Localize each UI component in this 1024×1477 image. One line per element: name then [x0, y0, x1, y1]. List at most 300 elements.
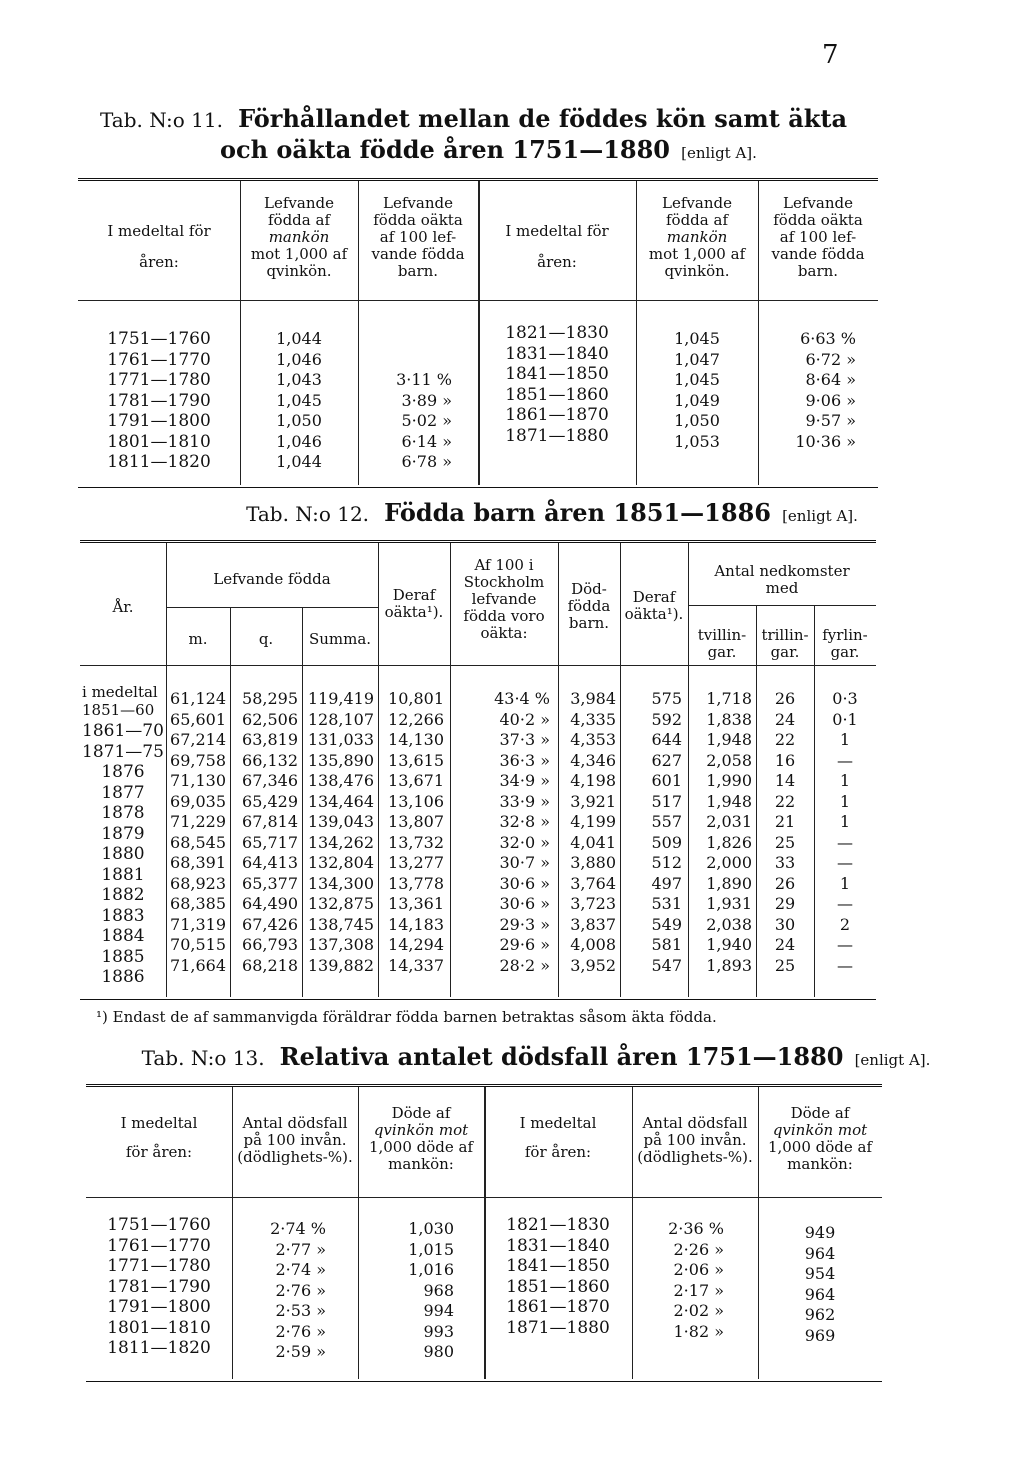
t12-triplets-cell: 26: [774, 689, 796, 708]
page-number: 7: [822, 40, 839, 70]
t12-triplets-cell: 24: [774, 935, 796, 954]
t12-stillborn-illeg-cell: 575: [651, 689, 682, 708]
t11-hdr-illeg-e: barn.: [397, 262, 439, 280]
t11-right-years-cell: 1821—1830: [505, 323, 609, 343]
t13-left-years-cell: 1761—1770: [107, 1235, 211, 1256]
t12-sthlm-cell: 37·3 »: [499, 730, 550, 749]
t12-quads-cell: —: [837, 955, 853, 975]
t13-hdr-rate-a: Antal dödsfall: [242, 1114, 348, 1132]
t12-summa-cell: 134,464: [307, 791, 374, 811]
t12-summa-cell: 135,890: [307, 750, 374, 770]
t13-left-rate-cell: 2·53 »: [275, 1301, 326, 1320]
t13-hdr-years-b-right: för åren:: [524, 1143, 592, 1161]
t12-hdr-triplets-a: trillin-: [761, 626, 809, 644]
t11-left-ratio-cell: 1,046: [276, 349, 322, 369]
t13-hdr-fem-c: 1,000 döde af: [368, 1138, 474, 1156]
t12-triplets-cell: 33: [774, 853, 796, 872]
t13-left-years-cell: 1781—1790: [107, 1276, 211, 1297]
t12-stillborn-cell: 4,199: [570, 812, 616, 831]
t12-stillborn-illeg-cell: 644: [651, 730, 682, 749]
t12-q: [230, 689, 298, 976]
t13-right-years: [484, 1215, 632, 1338]
t13-hdr-fem-a-right: Döde af: [790, 1104, 850, 1122]
t11-right-years-cell: 1841—1850: [505, 364, 609, 384]
t12-m-cell: 71,229: [170, 812, 226, 831]
t12-m-cell: 71,664: [170, 955, 226, 975]
t12-q-cell: 64,490: [242, 894, 298, 913]
t12-summa-cell: 131,033: [307, 730, 374, 749]
t12-summa-cell: 139,043: [307, 812, 374, 831]
t12-deraf-cell: 13,732: [388, 832, 444, 852]
t12-deraf-cell: 13,277: [388, 853, 444, 872]
t11-left-illegitimate-cell: [358, 350, 452, 371]
t12-m-cell: 68,385: [170, 894, 226, 913]
t12-stillborn-illeg-cell: 557: [651, 812, 682, 831]
t12-twins-cell: 2,038: [706, 914, 752, 934]
t12-stillborn-illeg-cell: 517: [651, 791, 682, 811]
t13-left-female-cell: 980: [423, 1342, 454, 1361]
t13-left-female-cell: 968: [423, 1280, 454, 1300]
table13-label: Tab. N:o 13.: [141, 1046, 265, 1070]
t11-right-years-cell: 1831—1840: [505, 343, 609, 364]
t12-m-cell: 68,923: [170, 873, 226, 893]
t12-years-cell: 1885: [101, 946, 145, 967]
t11-hdr-illeg-d-right: vande födda: [771, 245, 865, 263]
t11-left-years: [78, 329, 240, 473]
t12-twins: [688, 689, 752, 976]
t12-first-row-label: [82, 683, 166, 719]
t12-deraf-cell: 13,615: [388, 750, 444, 770]
t13-left-rate: [232, 1219, 326, 1363]
t12-stillborn-illeg-cell: 592: [651, 709, 682, 729]
t12-stillborn-illeg-cell: 512: [651, 853, 682, 872]
t12-years-cell: 1876: [101, 762, 145, 782]
t13-hdr-fem-d: mankön:: [388, 1155, 454, 1173]
t12-quads-cell: 2: [839, 914, 851, 934]
t13-left-rate-cell: 2·74 »: [275, 1260, 326, 1279]
t13-right-female-cell: 964: [804, 1284, 836, 1304]
t12-triplets: [756, 689, 814, 976]
t11-right-illegitimate: [758, 329, 856, 452]
t12-m-cell: 67,214: [170, 730, 226, 749]
t12-q-cell: 67,426: [242, 914, 298, 934]
t11-hdr-illeg-b: födda oäkta: [373, 211, 463, 229]
t12-summa: [302, 689, 374, 976]
t12-triplets-cell: 30: [774, 914, 796, 934]
t13-left-years: [86, 1215, 232, 1359]
t13-left-female-cell: 1,016: [408, 1260, 454, 1279]
t11-left-ratio-cell: 1,046: [276, 431, 322, 451]
t12-sthlm-cell: 36·3 »: [499, 750, 550, 770]
t11-right-ratio-cell: 1,045: [674, 370, 720, 389]
t12-deraf-cell: 14,337: [388, 955, 444, 975]
t12-hdr-year: År.: [112, 598, 134, 616]
t11-right-ratio-cell: 1,049: [674, 390, 720, 410]
t13-hdr-years-b: för åren:: [125, 1143, 193, 1161]
t12-years-cell: 1861—70: [82, 721, 164, 741]
t12-triplets-cell: 16: [774, 750, 796, 770]
table12-footnote: ¹) Endast de af sammanvigda föräldrar födda barnen betraktas såsom äkta födda.: [96, 1008, 717, 1026]
t11-hdr-illeg-d: vande födda: [371, 245, 465, 263]
t13-right-years-cell: 1841—1850: [506, 1256, 610, 1276]
t12-quads-cell: 0·3: [832, 689, 858, 708]
t12-q-cell: 68,218: [242, 955, 298, 975]
t13-left-rate-cell: 2·77 »: [275, 1239, 326, 1259]
t12-stillborn-cell: 4,041: [570, 832, 616, 852]
t13-right-years-cell: 1831—1840: [506, 1235, 610, 1256]
t12-quads: [814, 689, 876, 976]
t12-deraf: [378, 689, 444, 976]
t13-right-female-cell: 949: [804, 1223, 836, 1242]
t12-triplets-cell: 21: [774, 812, 796, 831]
t12-triplets-cell: 25: [774, 955, 796, 975]
t12-triplets-cell: 29: [774, 894, 796, 913]
t12-hdr-quads-a: fyrlin-: [822, 626, 868, 644]
t13-hdr-years-a-right: I medeltal: [519, 1114, 597, 1132]
t12-stillborn-illeg-cell: 581: [651, 935, 682, 954]
t13-hdr-fem-d-right: mankön:: [787, 1155, 853, 1173]
t12-hdr-summa: Summa.: [308, 630, 372, 648]
t12-hdr-sthlm-d: födda voro: [463, 607, 545, 625]
t12-q-cell: 58,295: [242, 689, 298, 708]
t12-quads-cell: —: [837, 832, 853, 852]
t12-stillborn-illeg-cell: 531: [651, 894, 682, 913]
t11-left-years-cell: 1811—1820: [107, 452, 211, 472]
t11-hdr-ratio-c: mankön: [268, 228, 330, 246]
t12-sthlm-cell: 28·2 »: [499, 955, 550, 975]
t13-left-years-cell: 1751—1760: [107, 1215, 211, 1235]
t12-stillborn-cell: 3,837: [570, 914, 616, 934]
t11-hdr-illeg-c-right: af 100 lef-: [779, 228, 857, 246]
t12-summa-cell: 128,107: [307, 709, 374, 729]
t13-right-female-cell: 969: [804, 1325, 836, 1345]
t12-q-cell: 66,793: [242, 935, 298, 954]
t13-right-female: [758, 1223, 882, 1346]
t11-hdr-ratio-e: qvinkön.: [266, 262, 332, 280]
t11-left-ratio-cell: 1,050: [276, 411, 322, 430]
t13-left-years-cell: 1771—1780: [107, 1256, 211, 1276]
t13-left-rate-cell: 2·76 »: [275, 1321, 326, 1341]
t12-sthlm-cell: 30·6 »: [499, 873, 550, 893]
t11-left-illegitimate-cell: 5·02 »: [401, 411, 452, 430]
t12-hdr-sthlm-c: lefvande: [471, 590, 537, 608]
t12-stillborn-illeg-cell: 601: [651, 771, 682, 790]
t12-stillborn-illeg-cell: 627: [651, 750, 682, 770]
t12-sthlm-cell: 30·6 »: [499, 894, 550, 913]
t13-hdr-rate-b: på 100 invån.: [243, 1131, 347, 1149]
t12-summa-cell: 134,262: [307, 832, 374, 852]
t13-right-rate-cell: 2·02 »: [673, 1301, 724, 1320]
t13-left-rate-cell: 2·74 %: [270, 1219, 326, 1238]
t11-left-years-cell: 1781—1790: [107, 390, 211, 411]
t12-twins-cell: 1,931: [706, 894, 752, 913]
t12-sthlm-cell: 29·3 »: [499, 914, 550, 934]
t11-hdr-ratio-c-right: mankön: [666, 228, 728, 246]
t11-right-ratio-cell: 1,045: [674, 329, 720, 348]
t11-hdr-ratio-e-right: qvinkön.: [664, 262, 730, 280]
t13-right-female-cell: 964: [804, 1243, 836, 1263]
t11-right-illegitimate-cell: 9·57 »: [805, 411, 856, 430]
t12-hdr-dead-a: Död-: [571, 580, 607, 598]
t12-twins-cell: 2,031: [706, 812, 752, 831]
t12-twins-cell: 1,990: [706, 771, 752, 790]
t12-sthlm: [450, 689, 550, 976]
t12-hdr-deraf-a: Deraf: [392, 586, 436, 604]
t12-m-cell: 71,130: [170, 771, 226, 790]
t11-left-illegitimate-cell: 3·89 »: [401, 390, 452, 410]
t12-hdr-twins-a: tvillin-: [697, 626, 747, 644]
t12-hdr-sthlm-b: Stockholm: [463, 573, 545, 591]
t13-left-years-cell: 1791—1800: [107, 1297, 211, 1317]
t12-m-cell: 69,758: [170, 750, 226, 770]
t12-twins-cell: 1,718: [706, 689, 752, 708]
t11-hdr-years-b: åren:: [139, 253, 179, 271]
t13-right-years-cell: 1861—1870: [506, 1297, 610, 1317]
t11-hdr-ratio-d-right: mot 1,000 af: [648, 245, 746, 263]
t13-hdr-fem-a: Döde af: [391, 1104, 451, 1122]
t13-right-rate-cell: 1·82 »: [673, 1321, 724, 1341]
t11-right-ratio: [636, 329, 758, 452]
t11-left-illegitimate-cell: 3·11 %: [396, 370, 452, 389]
t13-left-female-cell: 993: [423, 1321, 454, 1341]
t12-deraf-cell: 10,801: [388, 689, 444, 708]
t12-triplets-cell: 26: [774, 873, 796, 893]
t11-hdr-ratio-b: födda af: [268, 211, 330, 229]
t12-hdr-living: Lefvande födda: [213, 570, 331, 588]
t11-right-illegitimate-cell: 10·36 »: [795, 431, 856, 451]
t13-left-female-cell: 1,015: [408, 1239, 454, 1259]
table11-source: [enligt A].: [681, 144, 757, 162]
t12-q-cell: 65,717: [242, 832, 298, 852]
t12-summa-cell: 134,300: [307, 873, 374, 893]
t12-stillborn-cell: 3,921: [570, 791, 616, 811]
t12-quads-cell: —: [837, 894, 853, 913]
t12-quads-cell: 1: [839, 873, 851, 893]
t12-stillborn-cell: 3,723: [570, 894, 616, 913]
t12-years-cell: 1884: [101, 926, 145, 946]
t12-hdr-triplets-b: gar.: [770, 643, 800, 661]
t11-right-ratio-cell: 1,053: [674, 431, 720, 451]
t11-right-illegitimate-cell: 8·64 »: [805, 370, 856, 389]
t12-q-cell: 62,506: [242, 709, 298, 729]
t12-q-cell: 67,346: [242, 771, 298, 790]
t13-hdr-rate-a-right: Antal dödsfall: [642, 1114, 748, 1132]
t12-hdr-dead-c: barn.: [568, 614, 610, 632]
t13-right-female-cell: 962: [804, 1305, 836, 1324]
t12-hdr-sthlm-e: oäkta:: [480, 624, 528, 642]
t12-m-cell: 61,124: [170, 689, 226, 708]
t11-hdr-ratio-a-right: Lefvande: [662, 194, 732, 212]
t12-q-cell: 63,819: [242, 730, 298, 749]
t12-years-cell: 1879: [101, 823, 145, 844]
t12-triplets-cell: 14: [774, 771, 796, 790]
t12-stillborn-cell: 4,353: [570, 730, 616, 749]
t11-left-years-cell: 1791—1800: [107, 411, 211, 431]
t12-stillborn-illeg-cell: 547: [651, 955, 682, 975]
t11-hdr-years-a: I medeltal för: [107, 222, 211, 240]
t13-right-years-cell: 1851—1860: [506, 1276, 610, 1297]
t12-hdr-m: m.: [188, 630, 208, 648]
t12-quads-cell: —: [837, 750, 853, 770]
t13-right-rate-cell: 2·17 »: [673, 1280, 724, 1300]
t12-deraf-cell: 13,671: [388, 771, 444, 790]
t12-summa-cell: 137,308: [307, 935, 374, 954]
table13-title: [0, 1042, 1024, 1071]
t12-deraf-cell: 14,294: [388, 935, 444, 954]
table12-label: Tab. N:o 12.: [246, 502, 370, 526]
t12-hdr-multi-b: med: [765, 579, 799, 597]
t11-hdr-ratio-a: Lefvande: [264, 194, 334, 212]
t12-stillborn-illeg-cell: 549: [651, 914, 682, 934]
t12-summa-cell: 138,745: [307, 914, 374, 934]
t12-q-cell: 67,814: [242, 812, 298, 831]
t12-q-cell: 66,132: [242, 750, 298, 770]
t12-q-cell: 64,413: [242, 853, 298, 872]
t12-first-row-label-a: i medeltal: [82, 683, 158, 701]
t11-hdr-years-b-right: åren:: [537, 253, 577, 271]
table12-title: [0, 498, 1024, 527]
t11-right-illegitimate-cell: 6·63 %: [800, 329, 856, 348]
t12-years-cell: 1882: [101, 885, 145, 905]
t11-hdr-ratio-d: mot 1,000 af: [250, 245, 348, 263]
t12-m-cell: 69,035: [170, 791, 226, 811]
t12-twins-cell: 2,058: [706, 750, 752, 770]
t12-m: [166, 689, 226, 976]
t11-left-years-cell: 1761—1770: [107, 349, 211, 370]
t13-left-rate-cell: 2·76 »: [275, 1280, 326, 1300]
t11-left-illegitimate-cell: 6·14 »: [401, 431, 452, 451]
t11-left-ratio-cell: 1,043: [276, 370, 322, 389]
t12-quads-cell: 0·1: [832, 709, 858, 729]
t13-left-years-cell: 1801—1810: [107, 1317, 211, 1338]
t13-right-rate: [632, 1219, 724, 1342]
t11-right-illegitimate-cell: 6·72 »: [805, 349, 856, 369]
t11-hdr-illeg-c: af 100 lef-: [379, 228, 457, 246]
t12-sthlm-cell: 32·8 »: [499, 812, 550, 831]
t12-triplets-cell: 22: [774, 730, 796, 749]
t13-left-female-cell: 1,030: [408, 1219, 454, 1238]
table11-label: Tab. N:o 11.: [100, 108, 223, 132]
t12-m-cell: 70,515: [170, 935, 226, 954]
t12-hdr-sthlm-a: Af 100 i: [474, 556, 534, 574]
t12-stillborn-illeg-cell: 509: [651, 832, 682, 852]
t13-left-female-cell: 994: [423, 1301, 454, 1320]
t11-hdr-ratio-b-right: födda af: [666, 211, 728, 229]
table11-title-line2: och oäkta födde åren 1751—1880: [220, 135, 670, 164]
t13-hdr-rate-b-right: på 100 invån.: [643, 1131, 747, 1149]
t12-triplets-cell: 25: [774, 832, 796, 852]
table11-title: [100, 104, 860, 164]
t11-right-years-cell: 1851—1860: [505, 384, 609, 405]
t12-summa-cell: 132,804: [307, 853, 374, 872]
t12-stillborn-cell: 4,335: [570, 709, 616, 729]
t12-stillborn-cell: 4,198: [570, 771, 616, 790]
t13-right-years-cell: 1871—1880: [506, 1317, 610, 1338]
t12-quads-cell: —: [837, 853, 853, 872]
t12-stillborn: [558, 689, 616, 976]
table13-title-text: Relativa antalet dödsfall åren 1751—1880: [279, 1042, 844, 1071]
t11-left-ratio-cell: 1,044: [276, 329, 322, 348]
t12-deraf-cell: 13,807: [388, 812, 444, 831]
t12-years-cell: 1871—75: [82, 741, 164, 762]
t12-quads-cell: —: [837, 935, 853, 954]
t12-m-cell: 68,545: [170, 832, 226, 852]
t12-sthlm-cell: 30·7 »: [499, 853, 550, 872]
t12-quads-cell: 1: [839, 771, 851, 790]
table12-title-text: Födda barn åren 1851—1886: [384, 498, 771, 527]
t12-m-cell: 65,601: [170, 709, 226, 729]
t12-twins-cell: 1,940: [706, 935, 752, 954]
t13-right-rate-cell: 2·06 »: [673, 1260, 724, 1279]
t12-m-cell: 68,391: [170, 853, 226, 872]
t12-stillborn-cell: 3,880: [570, 853, 616, 872]
t12-years: [80, 721, 166, 988]
t12-sthlm-cell: 43·4 %: [494, 689, 550, 708]
t11-hdr-illeg-a: Lefvande: [383, 194, 453, 212]
t12-sthlm-cell: 40·2 »: [499, 709, 550, 729]
t12-summa-cell: 132,875: [307, 894, 374, 913]
t12-years-cell: 1877: [101, 782, 145, 803]
t12-deraf-cell: 14,130: [388, 730, 444, 749]
t12-deraf-cell: 13,778: [388, 873, 444, 893]
t12-years-cell: 1881: [101, 864, 145, 885]
t12-twins-cell: 1,890: [706, 873, 752, 893]
t12-hdr-dead-deraf-b: oäkta¹).: [624, 605, 684, 623]
t12-twins-cell: 1,893: [706, 955, 752, 975]
t13-hdr-rate-c: (dödlighets-%).: [237, 1148, 353, 1166]
t12-summa-cell: 139,882: [307, 955, 374, 975]
t12-summa-cell: 119,419: [307, 689, 374, 708]
t13-right-years-cell: 1821—1830: [506, 1215, 610, 1235]
t12-triplets-cell: 22: [774, 791, 796, 811]
t12-hdr-deraf-b: oäkta¹).: [384, 603, 444, 621]
t12-stillborn-cell: 3,984: [570, 689, 616, 708]
t12-quads-cell: 1: [839, 812, 851, 831]
t12-stillborn-cell: 4,346: [570, 750, 616, 770]
t12-deraf-cell: 13,361: [388, 894, 444, 913]
t13-hdr-fem-b: qvinkön mot: [373, 1121, 469, 1139]
t12-years-cell: 1886: [101, 967, 145, 987]
t13-left-female: [358, 1219, 454, 1363]
t11-left-years-cell: 1771—1780: [107, 370, 211, 390]
t12-hdr-dead-b: födda: [567, 597, 611, 615]
t12-deraf-cell: 12,266: [388, 709, 444, 729]
t12-twins-cell: 1,948: [706, 791, 752, 811]
t12-stillborn-cell: 3,952: [570, 955, 616, 975]
t11-left-illegitimate: [358, 329, 452, 473]
t12-hdr-twins-b: gar.: [707, 643, 737, 661]
t12-twins-cell: 1,838: [706, 709, 752, 729]
t12-twins-cell: 2,000: [706, 853, 752, 872]
t13-left-rate-cell: 2·59 »: [275, 1342, 326, 1361]
t12-deraf-cell: 14,183: [388, 914, 444, 934]
t13-right-rate-cell: 2·26 »: [673, 1239, 724, 1259]
t11-left-illegitimate-cell: 6·78 »: [401, 452, 452, 471]
t11-right-years-cell: 1871—1880: [505, 425, 609, 446]
t12-hdr-multi-a: Antal nedkomster: [714, 562, 850, 580]
t12-hdr-quads-b: gar.: [830, 643, 860, 661]
t12-stillborn-illeg-cell: 497: [651, 873, 682, 893]
t11-left-years-cell: 1801—1810: [107, 431, 211, 452]
t12-sthlm-cell: 34·9 »: [499, 771, 550, 790]
t12-stillborn-cell: 3,764: [570, 873, 616, 893]
t12-summa-cell: 138,476: [307, 771, 374, 790]
t11-right-ratio-cell: 1,047: [674, 349, 720, 369]
t12-quads-cell: 1: [839, 791, 851, 811]
t13-hdr-fem-c-right: 1,000 döde af: [767, 1138, 873, 1156]
t12-sthlm-cell: 32·0 »: [499, 832, 550, 852]
t11-hdr-illeg-a-right: Lefvande: [783, 194, 853, 212]
